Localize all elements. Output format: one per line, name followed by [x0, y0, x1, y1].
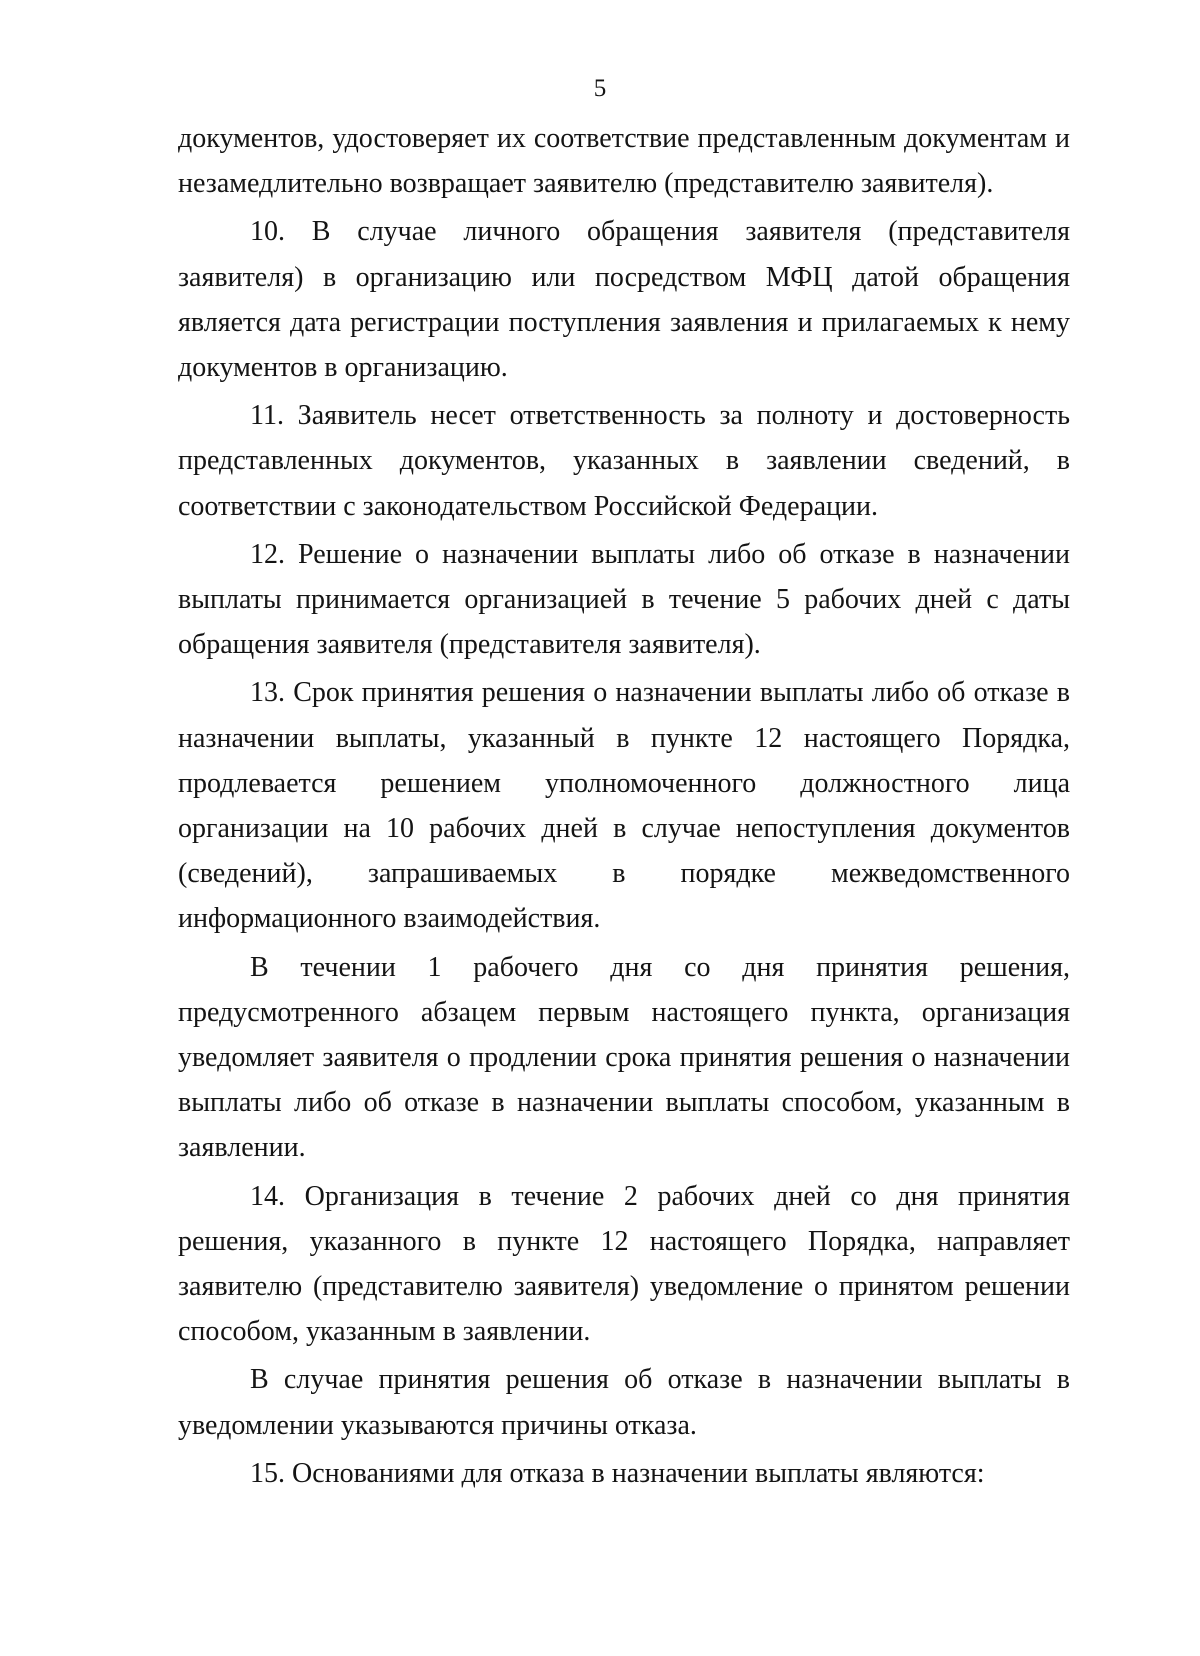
paragraph-item-14: 14. Организация в течение 2 рабочих дней со дня принятия решения, указанного в пункте 12 настоящего Порядка, направляет заявителю (представителю заявителя) уведомление о принятом решении способом, указанным в заявлении. [178, 1180, 1070, 1348]
paragraph-item-13-notice: В течении 1 рабочего дня со дня принятия решения, предусмотренного абзацем первым настоящего пункта, организация уведомляет заявителя о продлении срока принятия решения о назначении выплаты либо об отказе в назначении выплаты способом, указанным в заявлении. [178, 951, 1070, 1164]
paragraph-item-12: 12. Решение о назначении выплаты либо об отказе в назначении выплаты принимается организацией в течение 5 рабочих дней с даты обращения заявителя (представителя заявителя). [178, 538, 1070, 661]
paragraph-item-15: 15. Основаниями для отказа в назначении выплаты являются: [250, 1457, 985, 1489]
paragraph-item-10: 10. В случае личного обращения заявителя (представителя заявителя) в организацию или посредством МФЦ датой обращения является дата регистрации поступления заявления и прилагаемых к нему документов в организацию. [178, 216, 1070, 384]
paragraph-item-13: 13. Срок принятия решения о назначении выплаты либо об отказе в назначении выплаты, указанный в пункте 12 настоящего Порядка, продлевается решением уполномоченного должностного лица организации на 10 рабочих дней в случае непоступления документов (сведений), запрашиваемых в порядке межведомственного информационного взаимодействия. [178, 677, 1070, 935]
paragraph-continuation: документов, удостоверяет их соответствие представленным документам и незамедлительно возвращает заявителю (представителю заявителя). [178, 123, 1070, 200]
document-body [178, 116, 1070, 1499]
paragraph-item-14-refusal: В случае принятия решения об отказе в назначении выплаты в уведомлении указываются причины отказа. [178, 1364, 1070, 1441]
page-number: 5 [593, 75, 607, 102]
paragraph-item-11: 11. Заявитель несет ответственность за полноту и достоверность представленных документов, указанных в заявлении сведений, в соответствии с законодательством Российской Федерации. [178, 400, 1070, 522]
